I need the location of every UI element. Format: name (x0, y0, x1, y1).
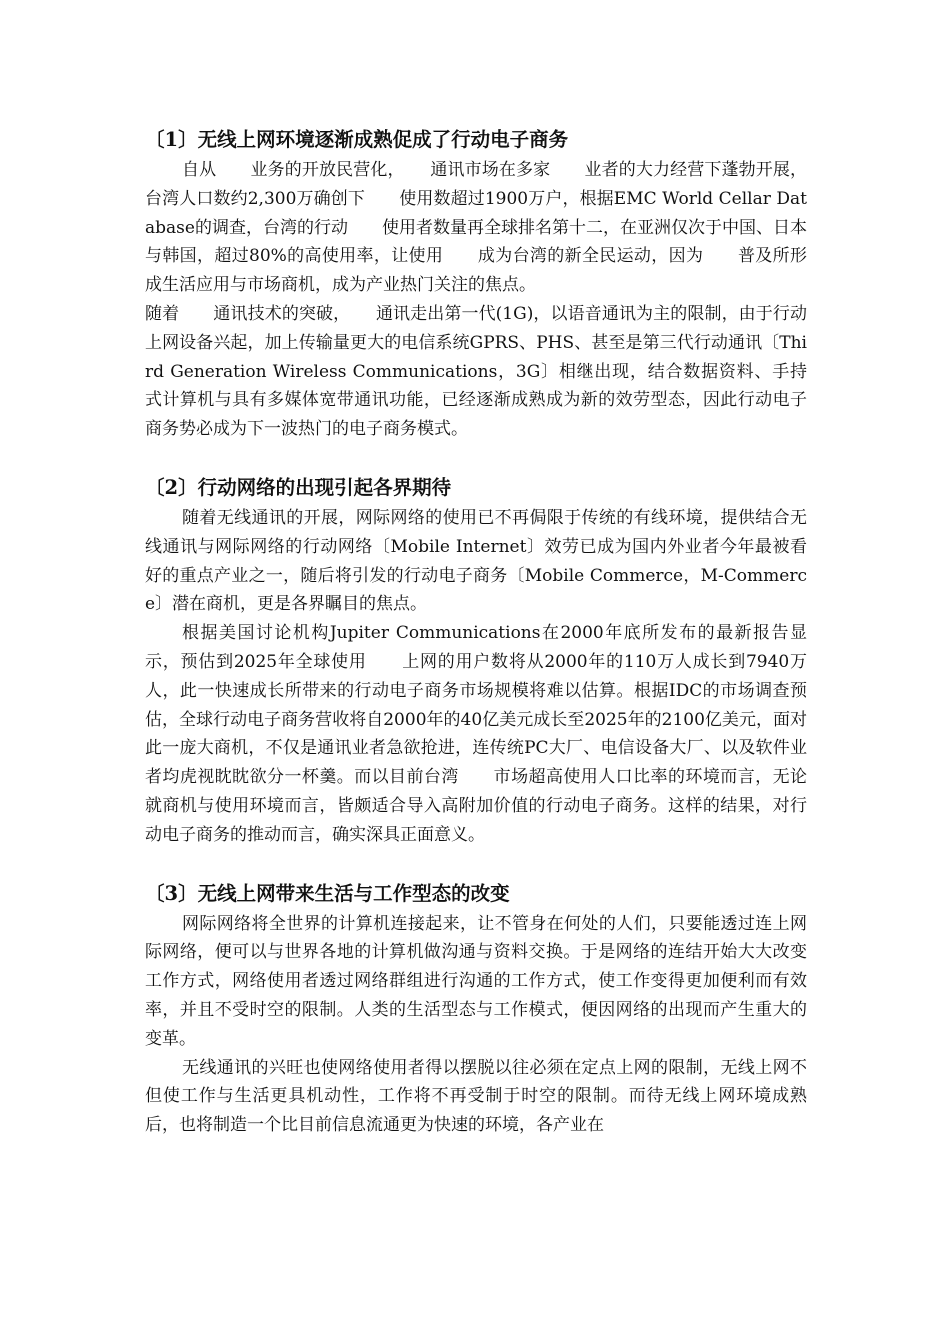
section-3-heading: 〔3〕无线上网带来生活与工作型态的改变 (145, 881, 510, 905)
section-3-paragraph-1: 网际网络将全世界的计算机连接起来，让不管身在何处的人们，只要能透过连上网际网络，便可以与世界各地的计算机做沟通与资料交换。于是网络的连结开始大大改变工作方式，网络使用者透过网络群组进行沟通的工作方式，使工作变得更加便利而有效率，并且不受时空的限制。人类的生活型态与工作模式，便因网络的出现而产生重大的变革。 (145, 913, 807, 1049)
section-1-paragraph-2: 随着 通讯技术的突破， 通讯走出第一代(1G)，以语音通讯为主的限制，由于行动上网设备兴起，加上传输量更大的电信系统GPRS、PHS、甚至是第三代行动通讯〔Third Generation Wireless Communications，3G〕相继出现，结合数据资料、手持式计算机与具有多媒体宽带通讯功能，已经逐渐成熟成为新的效劳型态，因此行动电子商务势必成为下一波热门的电子商务模式。 (145, 303, 807, 440)
section-spacer (145, 850, 807, 878)
section-2-heading: 〔2〕行动网络的出现引起各界期待 (145, 475, 452, 499)
section-1-paragraph-1: 自从 业务的开放民营化， 通讯市场在多家 业者的大力经营下蓬勃开展，台湾人口数约2,300万确创下 使用数超过1900万户，根据EMC World Cellar Database的调查，台湾的行动 使用者数量再全球排名第十二，在亚洲仅次于中国、日本与韩国，超过80%的高使用率，让使用 成为台湾的新全民运动，因为 普及所形成生活应用与市场商机，成为产业热门关注的焦点。 (145, 160, 807, 296)
section-3-paragraph-2: 无线通讯的兴旺也使网络使用者得以摆脱以往必须在定点上网的限制，无线上网不但使工作与生活更具机动性，工作将不再受制于时空的限制。而待无线上网环境成熟后，也将制造一个比目前信息流通更为快速的环境，各产业在 (145, 1057, 807, 1136)
section-2-paragraph-1: 随着无线通讯的开展，网际网络的使用已不再侷限于传统的有线环境，提供结合无线通讯与网际网络的行动网络〔Mobile Internet〕效劳已成为国内外业者今年最被看好的重点产业之一，随后将引发的行动电子商务〔Mobile Commerce，M-Commerce〕潜在商机，更是各界瞩目的焦点。 (145, 507, 807, 615)
section-2-paragraph-2: 根据美国讨论机构Jupiter Communications在2000年底所发布的最新报告显示，预估到2025年全球使用 上网的用户数将从2000年的110万人成长到7940万人，此一快速成长所带来的行动电子商务市场规模将难以估算。根据IDC的市场调查预估，全球行动电子商务营收将自2000年的40亿美元成长至2025年的2100亿美元，面对此一庞大商机，不仅是通讯业者急欲抢进，连传统PC大厂、电信设备大厂、以及软件业者均虎视眈眈欲分一杯羹。而以目前台湾 市场超高使用人口比率的环境而言，无论就商机与使用环境而言，皆颇适合导入高附加价值的行动电子商务。这样的结果，对行动电子商务的推动而言，确实深具正面意义。 (145, 623, 807, 845)
section-spacer (145, 444, 807, 472)
document-body (145, 124, 807, 1140)
section-1-heading: 〔1〕无线上网环境逐渐成熟促成了行动电子商务 (145, 128, 569, 151)
